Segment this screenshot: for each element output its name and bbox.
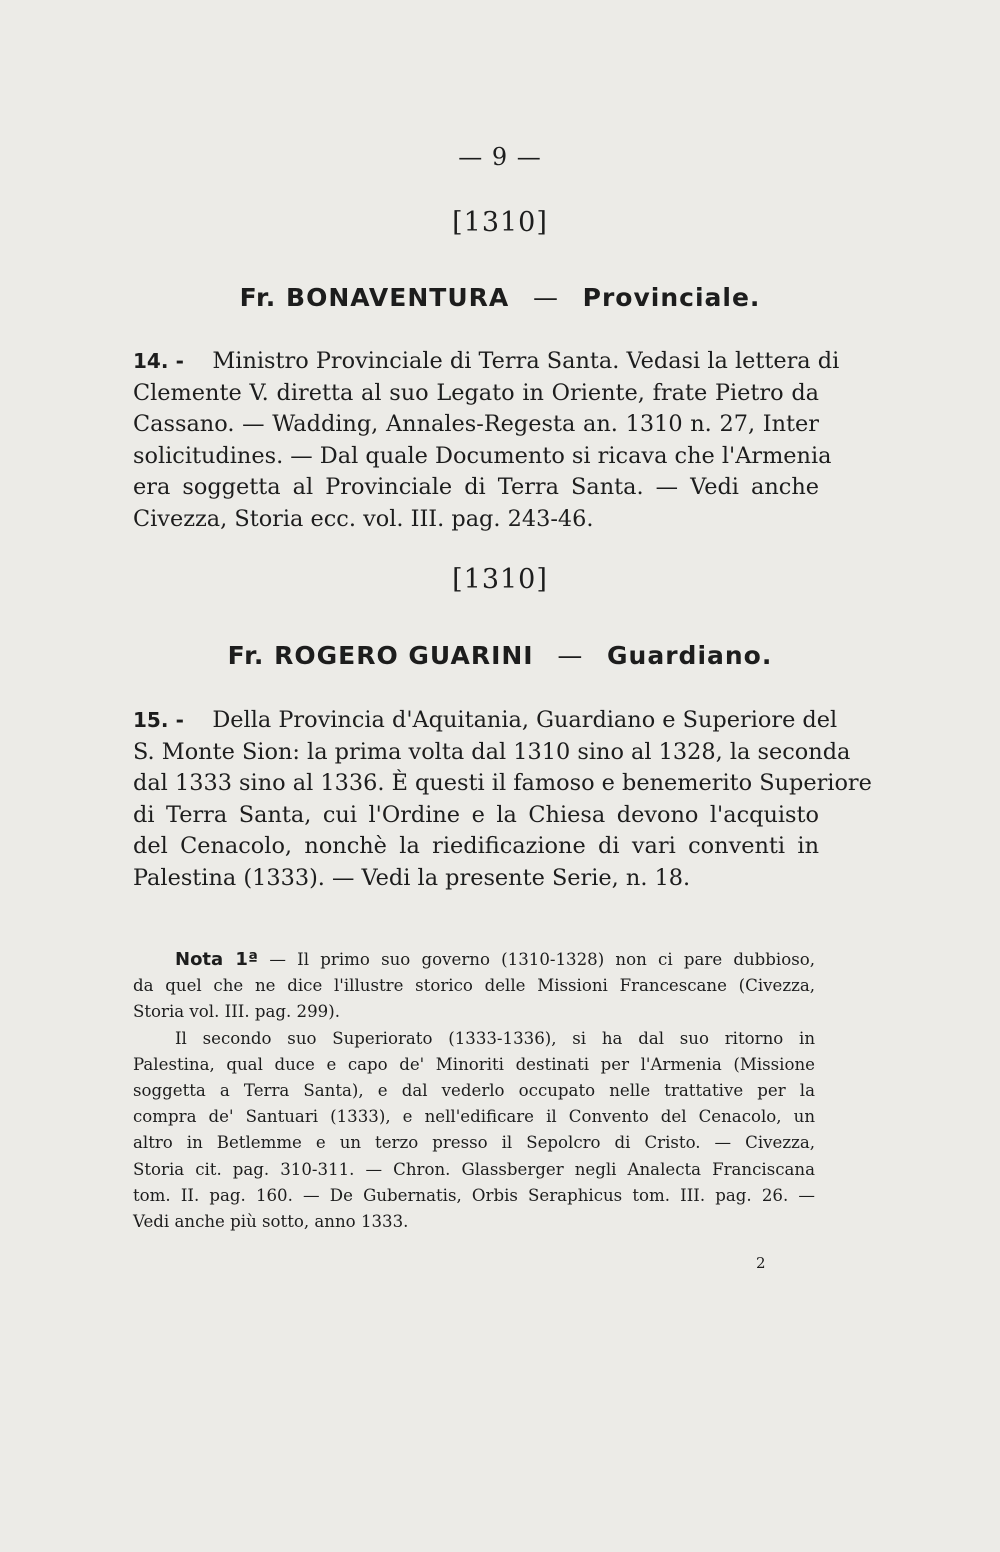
entry-dash: - <box>175 349 184 373</box>
entry-text: Ministro Provinciale di Terra Santa. Vedasi la lettera di <box>212 348 840 374</box>
entry-line: Palestina (1333). — Vedi la presente Serie, n. 18. <box>133 864 691 891</box>
signature-mark: 2 <box>756 1254 766 1272</box>
heading-prefix: Fr. <box>239 283 277 312</box>
entry-line: Cassano. — Wadding, Annales-Regesta an. 1310 n. 27, Inter <box>133 411 819 438</box>
entry-line: solicitudines. — Dal quale Documento si ricava che l'Armenia <box>133 442 832 469</box>
note-line: da quel che ne dice l'illustre storico delle Missioni Francescane (Civezza, <box>133 976 815 996</box>
entry-text: Della Provincia d'Aquitania, Guardiano e Superiore del <box>212 707 838 733</box>
entry-line: S. Monte Sion: la prima volta dal 1310 sino al 1328, la seconda <box>133 738 851 765</box>
note-line: altro in Betlemme e un terzo presso il Sepolcro di Cristo. — Civezza, <box>133 1133 815 1153</box>
heading-dash: — <box>557 641 584 670</box>
page-number: — 9 — <box>458 143 542 171</box>
note-label: Nota 1ª <box>175 949 259 970</box>
entry-number: 15. <box>133 708 169 732</box>
entry-dash: - <box>175 708 184 732</box>
entry-15 <box>133 705 872 895</box>
section-year: [1310] <box>452 564 548 595</box>
note-line: Il secondo suo Superiorato (1333-1336), si ha dal suo ritorno in <box>175 1028 815 1048</box>
note-line: tom. II. pag. 160. — De Gubernatis, Orbis Seraphicus tom. III. pag. 26. — <box>133 1185 815 1205</box>
heading-prefix: Fr. <box>227 641 265 670</box>
heading-name: ROGERO GUARINI <box>274 641 534 670</box>
entry-line <box>133 346 840 378</box>
entry-line: di Terra Santa, cui l'Ordine e la Chiesa devono l'acquisto <box>133 801 819 828</box>
section-year: [1310] <box>452 207 548 238</box>
entry-line: dal 1333 sino al 1336. È questi il famoso e benemerito Superiore <box>133 770 872 797</box>
entry-line: Clemente V. diretta al suo Legato in Oriente, frate Pietro da <box>133 379 819 406</box>
heading-role: Guardiano. <box>607 641 773 670</box>
note-text: — Il primo suo governo (1310-1328) non ci pare dubbioso, <box>269 950 816 969</box>
entry-14 <box>133 346 840 536</box>
note-line: Palestina, qual duce e capo de' Minoriti destinati per l'Armenia (Missione <box>133 1054 815 1074</box>
note-line: Vedi anche più sotto, anno 1333. <box>133 1212 409 1232</box>
entry-line: del Cenacolo, nonchè la riedificazione di vari conventi in <box>133 833 819 860</box>
note-line: Storia vol. III. pag. 299). <box>133 1002 340 1022</box>
entry-line: Civezza, Storia ecc. vol. III. pag. 243-46. <box>133 505 594 532</box>
section-heading <box>0 641 1000 670</box>
heading-name: BONAVENTURA <box>286 283 510 312</box>
note-line: soggetta a Terra Santa), e dal vederlo occupato nelle trattative per la <box>133 1081 815 1101</box>
note-line: Storia cit. pag. 310-311. — Chron. Glassberger negli Analecta Franciscana <box>133 1159 815 1179</box>
heading-role: Provinciale. <box>582 283 761 312</box>
footnote <box>133 947 815 1235</box>
heading-dash: — <box>532 283 559 312</box>
entry-line: era soggetta al Provinciale di Terra Santa. — Vedi anche <box>133 474 819 501</box>
note-line <box>133 947 815 973</box>
section-heading <box>0 283 1000 312</box>
entry-number: 14. <box>133 349 169 373</box>
note-line: compra de' Santuari (1333), e nell'edificare il Convento del Cenacolo, un <box>133 1107 815 1127</box>
entry-line <box>133 705 838 737</box>
